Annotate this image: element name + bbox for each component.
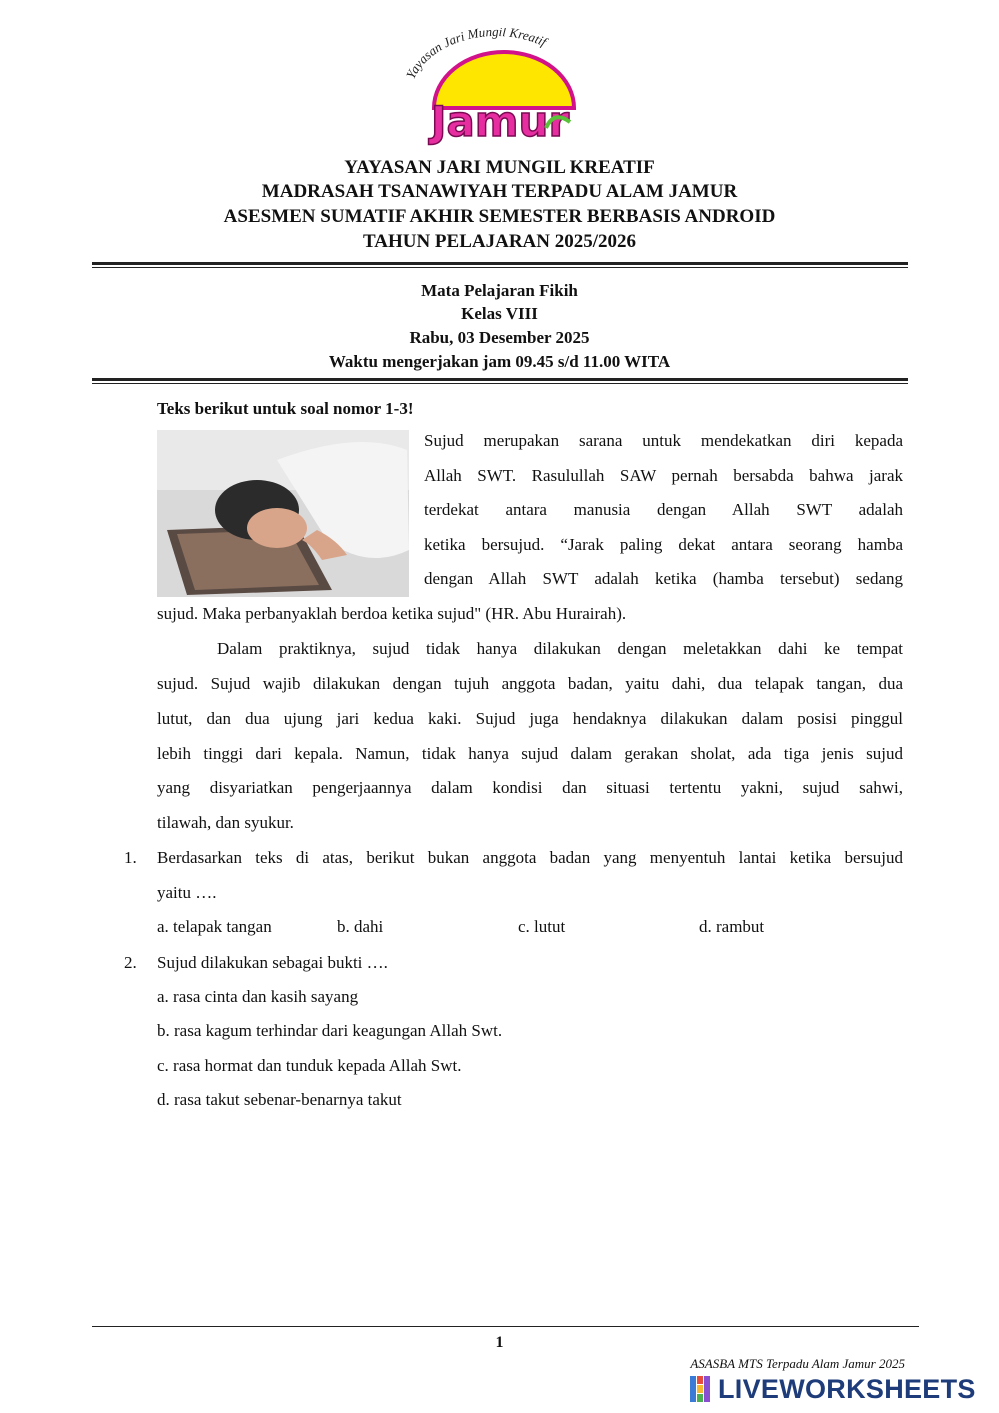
info-divider: [92, 378, 908, 381]
praying-photo: [157, 430, 409, 597]
footer-text: ASASBA MTS Terpadu Alam Jamur 2025: [690, 1356, 905, 1371]
exam-date: Rabu, 03 Desember 2025: [409, 328, 590, 347]
q1-option-d[interactable]: d. rambut: [699, 917, 765, 936]
q2-option-d[interactable]: d. rasa takut sebenar-benarnya takut: [157, 1090, 402, 1109]
passage-p1-line3: terdekat antara manusia dengan Allah SWT adalah: [424, 500, 903, 519]
question-1-number: 1.: [124, 848, 137, 867]
question-2-number: 2.: [124, 953, 137, 972]
passage-p2-line5: yang disyariatkan pengerjaannya dalam kondisi dan situasi tertentu yakni, sujud sahwi,: [157, 778, 903, 797]
header-divider: [92, 262, 908, 265]
header-foundation: YAYASAN JARI MUNGIL KREATIF: [344, 157, 655, 178]
info-divider-thin: [92, 383, 908, 384]
passage-p1-line5: dengan Allah SWT adalah ketika (hamba tersebut) sedang: [424, 569, 903, 588]
passage-p2-line1: Dalam praktiknya, sujud tidak hanya dilakukan dengan meletakkan dahi ke tempat: [217, 639, 903, 658]
watermark-text: LIVEWORKSHEETS: [718, 1373, 976, 1404]
passage-p1-last: sujud. Maka perbanyaklah berdoa ketika sujud" (HR. Abu Hurairah).: [157, 604, 627, 623]
school-logo: [396, 28, 606, 146]
passage-intro: Teks berikut untuk soal nomor 1-3!: [157, 399, 414, 418]
header-exam: ASESMEN SUMATIF AKHIR SEMESTER BERBASIS ANDROID: [223, 206, 776, 227]
question-1-text: Berdasarkan teks di atas, berikut bukan anggota badan yang menyentuh lantai ketika bersujud: [157, 848, 903, 867]
q2-option-c[interactable]: c. rasa hormat dan tunduk kepada Allah Swt.: [157, 1056, 462, 1075]
passage-p1-line4: ketika bersujud. “Jarak paling dekat antara seorang hamba: [424, 535, 903, 554]
liveworksheets-logo-icon: [690, 1376, 716, 1402]
passage-p2-line3: lutut, dan dua ujung jari kedua kaki. Sujud juga hendaknya dilakukan dalam posisi pinggul: [157, 709, 903, 728]
logo-arc-text: Yayasan Jari Mungil Kreatif: [402, 28, 550, 82]
header-year: TAHUN PELAJARAN 2025/2026: [362, 231, 637, 252]
liveworksheets-watermark: [690, 1374, 976, 1404]
passage-p1-line1: Sujud merupakan sarana untuk mendekatkan diri kepada: [424, 431, 903, 450]
exam-time: Waktu mengerjakan jam 09.45 s/d 11.00 WITA: [328, 352, 671, 371]
header-school: MADRASAH TSANAWIYAH TERPADU ALAM JAMUR: [261, 181, 738, 202]
question-2-text: Sujud dilakukan sebagai bukti ….: [157, 953, 388, 972]
passage-p2-line2: sujud. Sujud wajib dilakukan dengan tujuh anggota badan, yaitu dahi, dua telapak tangan, dua: [157, 674, 903, 693]
q1-option-c[interactable]: c. lutut: [518, 917, 566, 936]
footer-divider: [92, 1326, 919, 1327]
subject: Mata Pelajaran Fikih: [421, 281, 578, 300]
class: Kelas VIII: [461, 304, 538, 323]
q1-option-a[interactable]: a. telapak tangan: [157, 917, 272, 936]
logo-name: Jamur: [430, 97, 570, 146]
q1-option-b[interactable]: b. dahi: [337, 917, 384, 936]
page-number: 1: [495, 1334, 504, 1351]
q2-option-b[interactable]: b. rasa kagum terhindar dari keagungan Allah Swt.: [157, 1021, 503, 1040]
header-divider-thin: [92, 267, 908, 268]
passage-p1-line2: Allah SWT. Rasulullah SAW pernah bersabda bahwa jarak: [424, 466, 903, 485]
question-1-text-cont: yaitu ….: [157, 883, 217, 902]
passage-p2-last: tilawah, dan syukur.: [157, 813, 294, 832]
passage-p2-line4: lebih tinggi dari kepala. Namun, tidak hanya sujud dalam gerakan sholat, ada tiga jenis sujud: [157, 744, 903, 763]
q2-option-a[interactable]: a. rasa cinta dan kasih sayang: [157, 987, 359, 1006]
